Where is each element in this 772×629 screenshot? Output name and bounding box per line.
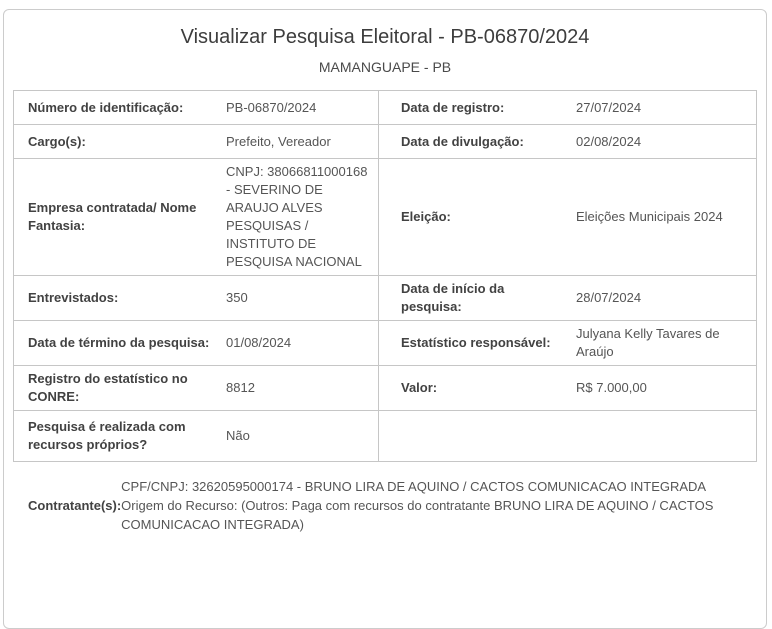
table-row-cargos-divulgacao bbox=[14, 125, 756, 159]
label-estatistico-responsavel: Estatístico responsável: bbox=[378, 321, 576, 365]
label-valor: Valor: bbox=[378, 366, 576, 410]
value-empresa-contratada: CNPJ: 38066811000168 - SEVERINO DE ARAUJO ALVES PESQUISAS / INSTITUTO DE PESQUISA NACIONAL bbox=[226, 164, 368, 269]
page-title: Visualizar Pesquisa Eleitoral - PB-06870/2024 bbox=[180, 26, 590, 48]
label-data-inicio: Data de início da pesquisa: bbox=[378, 276, 576, 320]
label-empty bbox=[378, 411, 576, 461]
value-data-inicio: 28/07/2024 bbox=[576, 290, 642, 305]
value-data-termino: 01/08/2024 bbox=[226, 335, 292, 350]
label-data-termino: Data de término da pesquisa: bbox=[28, 335, 210, 350]
survey-details-table bbox=[13, 90, 757, 462]
label-contratantes: Contratante(s): bbox=[28, 498, 122, 513]
table-row-empresa-eleicao bbox=[14, 159, 756, 276]
value-registro-conre: 8812 bbox=[226, 380, 255, 395]
label-data-registro: Data de registro: bbox=[378, 91, 576, 124]
label-recursos-proprios: Pesquisa é realizada com recursos próprios? bbox=[28, 419, 186, 452]
label-registro-conre: Registro do estatístico no CONRE: bbox=[28, 371, 188, 404]
municipality-subtitle: MAMANGUAPE - PB bbox=[318, 59, 452, 75]
value-cargos: Prefeito, Vereador bbox=[226, 133, 331, 149]
value-valor: R$ 7.000,00 bbox=[576, 380, 647, 395]
table-row-recursos-proprios bbox=[14, 411, 756, 461]
value-eleicao: Eleições Municipais 2024 bbox=[576, 209, 723, 224]
value-contratantes: CPF/CNPJ: 32620595000174 - BRUNO LIRA DE AQUINO / CACTOS COMUNICACAO INTEGRADA Origem do Recurso: (Outros: Paga com recursos do contratante BRUNO LIRA DE AQUINO / CACTOS COMUNICACAO INTEGRADA) bbox=[121, 479, 714, 532]
label-cargos: Cargo(s): bbox=[28, 133, 86, 149]
value-entrevistados: 350 bbox=[226, 290, 248, 305]
table-row-conre-valor bbox=[14, 366, 756, 411]
value-data-divulgacao: 02/08/2024 bbox=[576, 133, 642, 149]
value-data-registro: 27/07/2024 bbox=[576, 99, 642, 115]
label-data-divulgacao: Data de divulgação: bbox=[378, 125, 576, 158]
label-eleicao: Eleição: bbox=[378, 159, 576, 275]
value-numero-identificacao: PB-06870/2024 bbox=[226, 99, 317, 115]
table-row-identificacao-registro bbox=[14, 91, 756, 125]
value-recursos-proprios: Não bbox=[226, 428, 250, 443]
table-row-entrevistados-inicio bbox=[14, 276, 756, 321]
survey-detail-card bbox=[3, 9, 767, 629]
label-numero-identificacao: Número de identificação: bbox=[28, 99, 184, 115]
value-empty bbox=[576, 411, 756, 461]
label-entrevistados: Entrevistados: bbox=[28, 290, 119, 305]
label-empresa-contratada: Empresa contratada/ Nome Fantasia: bbox=[28, 200, 197, 233]
value-estatistico-responsavel: Julyana Kelly Tavares de Araújo bbox=[576, 326, 720, 359]
table-row-termino-estatistico bbox=[14, 321, 756, 366]
